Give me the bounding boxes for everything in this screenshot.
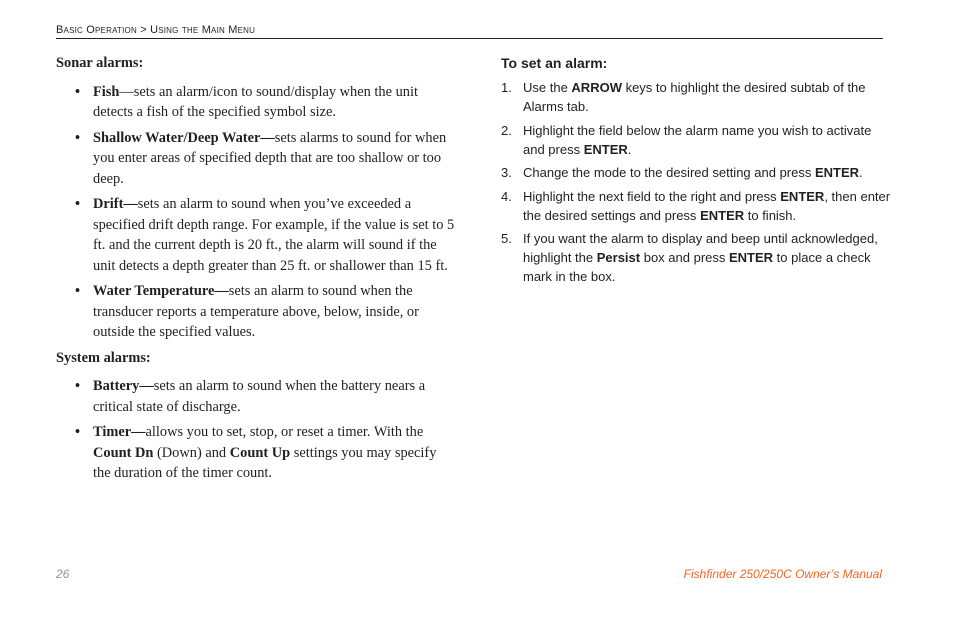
step-item bbox=[501, 187, 891, 225]
description: allows you to set, stop, or reset a timer. With the bbox=[145, 424, 424, 440]
manual-title: Fishfinder 250/250C Owner’s Manual bbox=[683, 567, 882, 581]
description: sets an alarm to sound when the battery nears a critical state of discharge. bbox=[93, 378, 426, 415]
bullet-icon: • bbox=[75, 129, 81, 146]
step-item bbox=[501, 78, 891, 116]
term: Water Temperature bbox=[93, 283, 215, 299]
bullet-icon: • bbox=[75, 378, 81, 394]
term: Fish bbox=[93, 83, 120, 100]
list-item bbox=[56, 422, 456, 484]
step-text: Highlight the next field to the right and press bbox=[523, 188, 781, 204]
dash: — bbox=[139, 378, 154, 394]
dash: — bbox=[214, 283, 229, 299]
bullet-icon: • bbox=[75, 424, 81, 440]
list-item bbox=[56, 281, 456, 343]
step-text: Use the bbox=[523, 80, 572, 95]
dash: — bbox=[123, 196, 138, 212]
key-name: ENTER bbox=[700, 207, 745, 223]
step-text: box and press bbox=[640, 250, 729, 265]
step-number: 4. bbox=[501, 188, 512, 204]
sonar-alarms-heading: Sonar alarms: bbox=[56, 55, 144, 71]
description: sets an alarm to sound when the transducer reports a temperature above, below, inside, or outside the specified values. bbox=[93, 283, 419, 340]
key-name: ENTER bbox=[583, 141, 628, 157]
list-item bbox=[56, 194, 456, 276]
step-item bbox=[501, 121, 891, 159]
term: Battery bbox=[93, 378, 140, 394]
key-name: ENTER bbox=[780, 188, 825, 204]
description: settings you may specify the duration of the timer count. bbox=[93, 444, 437, 481]
key-name: ARROW bbox=[571, 80, 622, 95]
description: (Down) and bbox=[153, 444, 230, 461]
description: sets alarms to sound for when you enter areas of specified depth that are too shallow or too deep. bbox=[93, 129, 447, 187]
step-text: , then enter the desired settings and press bbox=[523, 188, 891, 223]
step-item bbox=[501, 163, 891, 182]
running-header bbox=[56, 24, 883, 39]
header-section: Basic Operation bbox=[56, 24, 137, 36]
bullet-icon: • bbox=[75, 196, 81, 212]
system-alarms-heading: System alarms: bbox=[56, 349, 151, 366]
header-separator: > bbox=[140, 24, 147, 36]
header-subsection: Using the Main Menu bbox=[150, 24, 256, 36]
right-column bbox=[501, 54, 891, 291]
step-text: to place a check mark in the box. bbox=[523, 250, 871, 284]
system-alarms-list bbox=[56, 376, 456, 484]
setting-name: Count Up bbox=[229, 444, 291, 461]
description: sets an alarm to sound when you’ve exceeded a specified drift depth range. For example, if the value is set to 5 ft. and the current depth is 20 ft., the alarm will sound if the unit detects a depth greater than 25 ft. or shallower than 15 ft. bbox=[93, 196, 455, 274]
term: Timer bbox=[93, 424, 132, 440]
dash: — bbox=[260, 129, 275, 146]
step-text: to finish. bbox=[744, 207, 797, 223]
procedure-steps bbox=[501, 78, 891, 286]
step-text: Highlight the field below the alarm name you wish to activate and press bbox=[523, 122, 872, 157]
bullet-icon: • bbox=[75, 83, 81, 100]
step-number: 2. bbox=[501, 122, 512, 138]
step-number: 1. bbox=[501, 80, 512, 95]
key-name: ENTER bbox=[814, 165, 860, 180]
step-text: If you want the alarm to display and beep until acknowledged, highlight the bbox=[523, 231, 878, 265]
step-number: 5. bbox=[501, 231, 512, 246]
sonar-alarms-list bbox=[56, 82, 456, 343]
step-number: 3. bbox=[501, 165, 512, 180]
option-name: Persist bbox=[596, 250, 641, 265]
procedure-title: To set an alarm: bbox=[501, 55, 608, 71]
list-item bbox=[56, 376, 456, 417]
step-text: . bbox=[627, 141, 632, 157]
setting-name: Count Dn bbox=[93, 444, 154, 461]
bullet-icon: • bbox=[75, 283, 81, 299]
dash: — bbox=[131, 424, 146, 440]
term: Shallow Water/Deep Water bbox=[93, 129, 261, 146]
list-item bbox=[56, 128, 456, 190]
list-item bbox=[56, 82, 456, 123]
dash: — bbox=[119, 83, 134, 100]
term: Drift bbox=[93, 196, 124, 212]
page-number: 26 bbox=[56, 567, 70, 581]
step-text: . bbox=[859, 165, 863, 180]
step-text: keys to highlight the desired subtab of the Alarms tab. bbox=[523, 80, 866, 114]
left-column bbox=[56, 53, 456, 489]
description: sets an alarm/icon to sound/display when the unit detects a fish of the specified symbol size. bbox=[93, 83, 418, 120]
key-name: ENTER bbox=[729, 250, 774, 265]
step-text: Change the mode to the desired setting and press bbox=[523, 165, 815, 180]
step-item bbox=[501, 229, 891, 286]
